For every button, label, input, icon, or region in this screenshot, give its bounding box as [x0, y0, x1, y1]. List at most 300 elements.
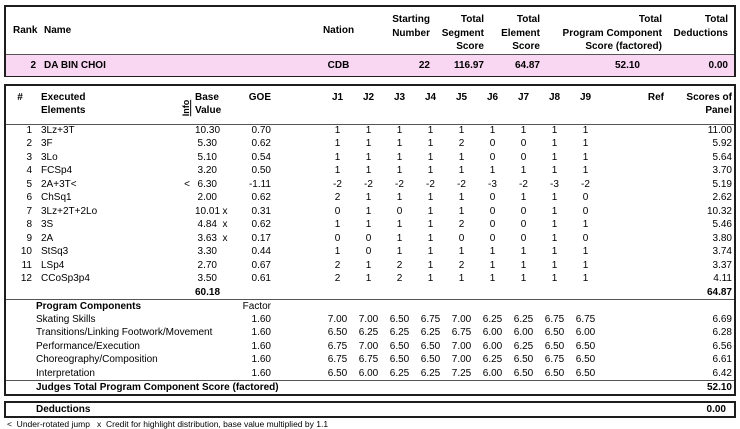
judge-component-score: 6.25 — [482, 313, 503, 325]
judge-score: 1 — [520, 246, 527, 258]
component-rows — [6, 313, 734, 381]
judge-score: 1 — [396, 232, 403, 244]
judge-score: 1 — [582, 246, 589, 258]
header-line: Scores of — [686, 92, 732, 103]
judge-component-score: 6.50 — [327, 327, 348, 339]
judge-score: 1 — [365, 219, 372, 231]
ref-cell — [601, 340, 678, 354]
element-x-flag: x — [222, 219, 228, 231]
judge-component-score: 6.75 — [358, 354, 379, 366]
col-header-ref: Ref — [601, 86, 678, 124]
judge-component-score: 6.25 — [389, 327, 410, 339]
component-factor: 1.60 — [251, 327, 271, 339]
element-base-value: 4.84 — [197, 219, 217, 231]
judge-score: 1 — [427, 138, 434, 150]
element-panel-score: 5.64 — [712, 151, 732, 163]
judge-score: 0 — [365, 232, 372, 244]
judge-component-score: 6.50 — [420, 354, 441, 366]
element-number: 9 — [26, 232, 32, 244]
judge-score: 1 — [365, 259, 372, 271]
skater-segment-score: 116.97 — [434, 54, 490, 76]
col-header-spacer — [273, 86, 322, 124]
header-line: Elements — [41, 105, 86, 116]
col-header-judge: J5 — [446, 86, 477, 124]
col-header-judge: J9 — [570, 86, 601, 124]
spacer-cell — [273, 327, 322, 341]
deductions-label: Deductions — [36, 404, 91, 415]
judge-score: 1 — [582, 151, 589, 163]
judge-score: -2 — [395, 178, 404, 190]
summary-section — [4, 5, 736, 77]
element-number: 3 — [26, 151, 32, 163]
ref-cell — [601, 178, 678, 192]
element-row — [6, 205, 734, 219]
judge-component-score: 6.25 — [420, 367, 441, 379]
judge-score: 2 — [334, 259, 341, 271]
judge-component-score: 6.50 — [575, 340, 596, 352]
header-line: Executed — [41, 92, 86, 103]
judge-score: 1 — [334, 125, 341, 136]
ref-cell — [601, 367, 678, 381]
spacer-cell — [273, 192, 322, 206]
element-info-flag: < — [184, 178, 190, 190]
judge-score: 0 — [489, 151, 496, 163]
spacer-cell — [273, 205, 322, 219]
component-panel-score: 6.28 — [712, 327, 732, 339]
ref-cell — [601, 327, 678, 341]
judge-score: 1 — [489, 273, 496, 285]
empty-cell — [179, 354, 195, 368]
judge-component-score: 6.25 — [389, 367, 410, 379]
judge-component-score: 6.75 — [420, 313, 441, 325]
judge-score: -2 — [581, 178, 590, 190]
total-base-value: 60.18 — [195, 286, 221, 298]
judge-score: 1 — [365, 165, 372, 177]
col-header-deductions — [666, 7, 734, 54]
judge-component-score: 6.50 — [544, 367, 565, 379]
spacer-cell — [273, 151, 322, 165]
skater-element-score: 64.87 — [490, 54, 544, 76]
element-x-flag — [217, 151, 233, 165]
judge-component-score: 6.75 — [327, 340, 348, 352]
deductions-section — [4, 401, 736, 418]
judge-score: 1 — [396, 165, 403, 177]
element-goe: 0.61 — [251, 273, 271, 285]
judge-component-score: 7.00 — [451, 340, 472, 352]
judge-score: 1 — [334, 151, 341, 163]
judge-component-score: 6.50 — [389, 340, 410, 352]
judge-score: 1 — [551, 219, 558, 231]
element-name: CCoSp3p4 — [41, 273, 90, 285]
element-info-flag — [179, 124, 195, 138]
judge-score: 1 — [551, 259, 558, 271]
judge-score: 1 — [365, 151, 372, 163]
ref-cell — [601, 313, 678, 327]
element-number: 8 — [26, 219, 32, 231]
spacer-cell — [273, 124, 322, 138]
skater-component-score: 52.10 — [544, 54, 666, 76]
header-line: Segment — [441, 27, 484, 39]
spacer-cell — [273, 367, 322, 381]
judge-score: 0 — [489, 192, 496, 204]
element-row — [6, 232, 734, 246]
element-row — [6, 246, 734, 260]
judge-score: -3 — [488, 178, 497, 190]
judge-component-score: 6.25 — [513, 340, 534, 352]
element-base-value: 3.50 — [197, 273, 217, 285]
judges-total-label: Judges Total Program Component Score (factored) — [6, 381, 601, 395]
judge-score: 0 — [520, 205, 527, 217]
element-rows — [6, 124, 734, 286]
component-name: Transitions/Linking Footwork/Movement — [36, 327, 213, 339]
header-line: Number — [392, 27, 430, 39]
element-panel-score: 3.37 — [712, 259, 732, 271]
judge-score: 0 — [520, 219, 527, 231]
spacer-cell — [273, 232, 322, 246]
spacer-cell — [273, 259, 322, 273]
element-name: ChSq1 — [41, 192, 72, 204]
empty-cell — [179, 367, 195, 381]
component-row — [6, 313, 734, 327]
element-panel-score: 5.92 — [712, 138, 732, 150]
col-header-judge: J4 — [415, 86, 446, 124]
judge-score: 1 — [365, 273, 372, 285]
judge-score: 0 — [396, 205, 403, 217]
program-components-label: Program Components — [6, 300, 179, 314]
element-number: 7 — [26, 205, 32, 217]
element-name: 3Lz+2T+2Lo — [41, 205, 98, 217]
judge-component-score: 6.75 — [327, 354, 348, 366]
judge-score: 1 — [427, 165, 434, 177]
header-line: Total — [516, 14, 540, 25]
judge-score: 1 — [582, 125, 589, 136]
judge-score: 1 — [520, 125, 527, 136]
judge-score: 0 — [489, 138, 496, 150]
element-base-value: 6.30 — [197, 178, 217, 190]
element-name: LSp4 — [41, 259, 65, 271]
component-panel-score: 6.56 — [712, 340, 732, 352]
col-header-starting-number — [371, 7, 434, 54]
judge-score: 1 — [551, 138, 558, 150]
header-line: Deductions — [673, 27, 728, 39]
col-header-judge: J6 — [477, 86, 508, 124]
judge-score: 1 — [582, 273, 589, 285]
element-x-flag — [217, 138, 233, 152]
element-number: 4 — [26, 165, 32, 177]
ref-cell — [601, 205, 678, 219]
ref-cell — [601, 232, 678, 246]
element-base-value: 2.00 — [197, 192, 217, 204]
judge-component-score: 6.50 — [544, 327, 565, 339]
element-x-flag: x — [222, 205, 228, 217]
spacer-cell — [273, 273, 322, 287]
judge-score: 1 — [489, 259, 496, 271]
judge-score: 1 — [334, 219, 341, 231]
judge-score: 1 — [396, 192, 403, 204]
col-header-component-score — [544, 7, 666, 54]
judge-score: 0 — [458, 232, 465, 244]
element-row — [6, 138, 734, 152]
component-panel-score: 6.42 — [712, 367, 732, 379]
element-number: 6 — [26, 192, 32, 204]
judge-component-score: 6.00 — [358, 367, 379, 379]
info-rotated-label: Info — [181, 99, 192, 116]
ref-cell — [601, 273, 678, 287]
judge-score: 1 — [458, 165, 465, 177]
element-panel-score: 3.74 — [712, 246, 732, 258]
element-number: 5 — [26, 178, 32, 190]
element-x-flag — [217, 192, 233, 206]
judge-score: 0 — [365, 246, 372, 258]
element-panel-score: 10.32 — [706, 205, 732, 217]
judge-score: 1 — [551, 273, 558, 285]
element-row — [6, 219, 734, 233]
judge-score: 1 — [334, 138, 341, 150]
judge-component-score: 7.00 — [451, 313, 472, 325]
ref-cell — [601, 192, 678, 206]
ref-cell — [601, 165, 678, 179]
judge-score: 1 — [427, 232, 434, 244]
component-panel-score: 6.69 — [712, 313, 732, 325]
judge-score: 1 — [489, 125, 496, 136]
judge-score: 0 — [520, 138, 527, 150]
footnote: < Under-rotated jump x Credit for highlight distribution, base value multiplied by 1.1 — [7, 419, 329, 429]
judges-total-value: 52.10 — [601, 381, 734, 395]
element-panel-score: 11.00 — [707, 125, 732, 136]
judge-score: 1 — [582, 219, 589, 231]
component-factor: 1.60 — [251, 367, 271, 379]
header-line: Total — [704, 14, 728, 25]
judge-component-score: 7.25 — [451, 367, 472, 379]
empty-cell — [179, 300, 195, 314]
judge-component-score: 6.25 — [482, 354, 503, 366]
element-info-flag — [179, 273, 195, 287]
element-base-value: 3.30 — [197, 246, 217, 258]
judge-component-score: 6.50 — [420, 340, 441, 352]
elements-totals-row — [6, 286, 734, 300]
judges-total-row — [6, 381, 734, 395]
judge-score: 1 — [427, 151, 434, 163]
col-header-segment-score — [434, 7, 490, 54]
component-factor: 1.60 — [251, 313, 271, 325]
header-line: Total — [460, 14, 484, 25]
judge-component-score: 6.50 — [575, 354, 596, 366]
element-row — [6, 192, 734, 206]
judge-score: 0 — [489, 219, 496, 231]
judge-score: 1 — [334, 246, 341, 258]
col-header-rank: Rank — [13, 24, 38, 36]
element-x-flag: x — [222, 232, 228, 244]
element-goe: 0.70 — [251, 125, 271, 136]
element-name: 2A+3T< — [41, 178, 77, 190]
judge-component-score: 6.00 — [575, 327, 596, 339]
element-goe: 0.17 — [251, 232, 271, 244]
element-goe: 0.62 — [251, 219, 271, 231]
judge-score: 1 — [365, 138, 372, 150]
col-header-judge: J1 — [322, 86, 353, 124]
header-line: Element — [501, 27, 540, 39]
component-row — [6, 340, 734, 354]
judge-score: 1 — [427, 259, 434, 271]
judge-score: 2 — [396, 259, 403, 271]
judge-score: 1 — [551, 165, 558, 177]
element-row — [6, 124, 734, 138]
skater-name: DA BIN CHOI — [42, 54, 306, 76]
element-x-flag — [217, 178, 233, 192]
judge-component-score: 6.50 — [327, 367, 348, 379]
judge-score: 1 — [396, 138, 403, 150]
judge-score: 1 — [551, 232, 558, 244]
element-base-value: 5.30 — [197, 138, 217, 150]
judge-score: 1 — [365, 192, 372, 204]
judge-score: 1 — [458, 125, 465, 136]
element-row — [6, 259, 734, 273]
spacer-cell — [273, 138, 322, 152]
element-name: 3Lo — [41, 151, 58, 163]
skater-rank: 2 — [6, 54, 42, 76]
element-name: FCSp4 — [41, 165, 73, 177]
factor-label: Factor — [195, 300, 273, 314]
col-header-judge: J3 — [384, 86, 415, 124]
header-line: Total — [638, 14, 662, 25]
judge-score: 1 — [396, 125, 403, 136]
judge-score: 1 — [427, 205, 434, 217]
skater-deductions: 0.00 — [666, 54, 734, 76]
header-line: Score — [512, 41, 540, 52]
program-components-header-row — [6, 300, 734, 314]
judge-score: 1 — [427, 192, 434, 204]
element-info-flag — [179, 205, 195, 219]
component-row — [6, 354, 734, 368]
element-goe: -1.11 — [248, 178, 271, 190]
judge-component-score: 6.00 — [482, 327, 503, 339]
judge-score: 1 — [520, 273, 527, 285]
element-goe: 0.44 — [251, 246, 271, 258]
judge-score: 1 — [520, 192, 527, 204]
ref-cell — [601, 354, 678, 368]
element-goe: 0.67 — [251, 259, 271, 271]
element-info-flag — [179, 232, 195, 246]
judge-component-score: 6.75 — [451, 327, 472, 339]
empty-cell — [179, 313, 195, 327]
judge-component-score: 6.50 — [513, 354, 534, 366]
element-panel-score: 3.80 — [712, 232, 732, 244]
elements-section — [4, 84, 736, 396]
element-row — [6, 151, 734, 165]
spacer-cell — [273, 219, 322, 233]
col-header-judge: J8 — [539, 86, 570, 124]
element-name: 3F — [41, 138, 53, 150]
component-name: Skating Skills — [36, 313, 96, 325]
deductions-value: 0.00 — [706, 404, 726, 415]
ref-cell — [601, 124, 678, 138]
component-panel-score: 6.61 — [712, 354, 732, 366]
element-goe: 0.62 — [251, 138, 271, 150]
ref-cell — [601, 138, 678, 152]
element-goe: 0.62 — [251, 192, 271, 204]
judge-component-score: 7.00 — [358, 313, 379, 325]
judge-score: 1 — [365, 125, 372, 136]
header-line: Base — [195, 92, 219, 103]
judge-score: -2 — [364, 178, 373, 190]
col-header-judge: J7 — [508, 86, 539, 124]
judge-score: 1 — [396, 246, 403, 258]
judge-score: -2 — [333, 178, 342, 190]
judge-score: 1 — [365, 205, 372, 217]
judge-score: 1 — [334, 165, 341, 177]
element-row — [6, 165, 734, 179]
element-info-flag — [179, 138, 195, 152]
empty-cell — [6, 286, 195, 300]
component-name: Choreography/Composition — [36, 354, 158, 366]
element-base-value: 2.70 — [197, 259, 217, 271]
judge-score: 1 — [427, 246, 434, 258]
judge-component-score: 6.75 — [544, 354, 565, 366]
judge-score: 2 — [458, 219, 465, 231]
judge-score: 2 — [334, 273, 341, 285]
judge-score: 1 — [582, 165, 589, 177]
judge-score: 2 — [458, 259, 465, 271]
element-row — [6, 178, 734, 192]
judge-score: 1 — [582, 259, 589, 271]
spacer-cell — [273, 313, 322, 327]
element-panel-score: 5.19 — [712, 178, 732, 190]
element-panel-score: 3.70 — [712, 165, 732, 177]
element-panel-score: 4.11 — [713, 273, 732, 285]
element-panel-score: 5.46 — [712, 219, 732, 231]
ref-cell — [601, 246, 678, 260]
judge-score: 0 — [582, 192, 589, 204]
judge-score: 1 — [458, 273, 465, 285]
judge-component-score: 6.25 — [513, 313, 534, 325]
col-header-nation: Nation — [322, 24, 355, 36]
element-x-flag — [217, 165, 233, 179]
judge-component-score: 6.50 — [389, 354, 410, 366]
judge-score: 0 — [520, 151, 527, 163]
judge-component-score: 6.50 — [389, 313, 410, 325]
judge-component-score: 7.00 — [451, 354, 472, 366]
judge-score: 1 — [489, 246, 496, 258]
col-header-judge: J2 — [353, 86, 384, 124]
col-header-element-score — [490, 7, 544, 54]
col-header-executed-elements — [34, 86, 179, 124]
judge-component-score: 6.00 — [482, 367, 503, 379]
col-header-scores-of-panel — [678, 86, 734, 124]
element-panel-score: 2.62 — [712, 192, 732, 204]
judge-score: 1 — [396, 219, 403, 231]
element-info-flag — [179, 219, 195, 233]
empty-cell — [179, 340, 195, 354]
element-goe: 0.31 — [251, 205, 271, 217]
component-factor: 1.60 — [251, 340, 271, 352]
component-row — [6, 367, 734, 381]
judge-score: 2 — [334, 192, 341, 204]
element-name: StSq3 — [41, 246, 69, 258]
col-header-goe: GOE — [233, 86, 273, 124]
judge-score: 1 — [551, 151, 558, 163]
element-base-value: 3.20 — [197, 165, 217, 177]
element-info-flag — [179, 165, 195, 179]
judge-component-score: 7.00 — [358, 340, 379, 352]
spacer-cell — [273, 246, 322, 260]
judge-score: -2 — [457, 178, 466, 190]
element-name: 3Lz+3T — [41, 125, 75, 136]
spacer-cell — [273, 354, 322, 368]
element-goe: 0.50 — [251, 165, 271, 177]
skater-starting-number: 22 — [371, 54, 434, 76]
judge-score: 1 — [427, 219, 434, 231]
element-base-value: 3.63 — [197, 232, 217, 244]
